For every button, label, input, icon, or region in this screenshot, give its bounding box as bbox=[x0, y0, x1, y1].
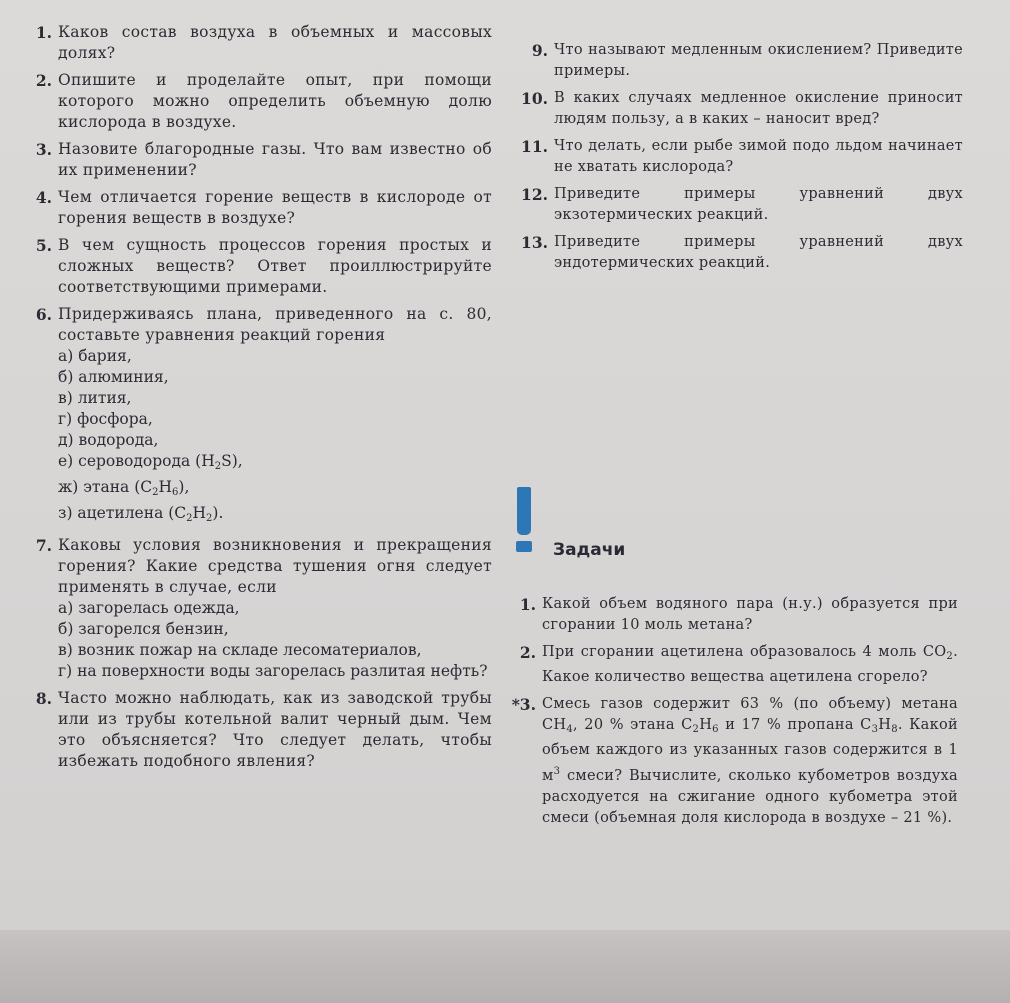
list-item: б) загорелся бензин, bbox=[58, 620, 229, 638]
question-text: Каковы условия возникновения и прекращения горения? Какие средства тушения огня следует применять в случае, если bbox=[58, 536, 492, 596]
task-number: *3. bbox=[511, 695, 536, 714]
left-column bbox=[22, 22, 492, 778]
question-number: 12. bbox=[521, 185, 548, 204]
question-7 bbox=[22, 535, 492, 682]
list-item: б) алюминия, bbox=[58, 368, 169, 386]
task-number: 1. bbox=[519, 595, 536, 614]
question-text: В чем сущность процессов горения простых и сложных веществ? Ответ проиллюстрируйте соответствующими примерами. bbox=[58, 236, 492, 296]
list-item: в) лития, bbox=[58, 389, 132, 407]
question-number: 9. bbox=[531, 41, 548, 60]
question-text: Каков состав воздуха в объемных и массовых долях? bbox=[58, 23, 492, 62]
tasks-heading: Задачи bbox=[553, 540, 626, 560]
question-number: 7. bbox=[35, 536, 52, 555]
question-text: Придерживаясь плана, приведенного на с. 80, составьте уравнения реакций горения bbox=[58, 305, 492, 344]
question-text: Приведите примеры уравнений двух экзотермических реакций. bbox=[554, 186, 963, 223]
question-text: Часто можно наблюдать, как из заводской трубы или из трубы котельной валит черный дым. Чем это объясняется? Что следует делать, чтобы избежать подобного явления? bbox=[58, 689, 492, 770]
question-9 bbox=[518, 40, 963, 82]
exclamation-icon bbox=[513, 487, 535, 557]
list-item: а) загорелась одежда, bbox=[58, 599, 240, 617]
tasks-column bbox=[506, 594, 958, 835]
question-10 bbox=[518, 88, 963, 130]
question-text: Опишите и проделайте опыт, при помощи которого можно определить объемную долю кислорода в воздухе. bbox=[58, 71, 492, 131]
question-number: 8. bbox=[35, 689, 52, 708]
task-number: 2. bbox=[519, 643, 536, 662]
question-text: Что делать, если рыбе зимой подо льдом начинает не хватать кислорода? bbox=[554, 138, 963, 175]
question-number: 6. bbox=[35, 305, 52, 324]
question-number: 1. bbox=[35, 23, 52, 42]
right-column bbox=[518, 40, 963, 280]
question-number: 13. bbox=[521, 233, 548, 252]
task-text: Какой объем водяного пара (н.у.) образуется при сгорании 10 моль метана? bbox=[542, 596, 958, 633]
task-2 bbox=[506, 642, 958, 688]
question-13 bbox=[518, 232, 963, 274]
question-text: Назовите благородные газы. Что вам известно об их применении? bbox=[58, 140, 492, 179]
list-item: д) водорода, bbox=[58, 431, 159, 449]
question-text: Что называют медленным окислением? Приведите примеры. bbox=[554, 42, 963, 79]
question-number: 3. bbox=[35, 140, 52, 159]
question-2 bbox=[22, 70, 492, 133]
page-bottom-edge bbox=[0, 930, 1010, 1003]
list-item-hydrogen-sulfide: е) сероводорода $(H_2S)$, bbox=[58, 452, 243, 472]
list-item: г) на поверхности воды загорелась разлитая нефть? bbox=[58, 662, 488, 680]
question-text: Приведите примеры уравнений двух эндотермических реакций. bbox=[554, 234, 963, 271]
question-1 bbox=[22, 22, 492, 64]
question-12 bbox=[518, 184, 963, 226]
question-6 bbox=[22, 304, 492, 529]
question-number: 10. bbox=[521, 89, 548, 108]
question-number: 11. bbox=[521, 137, 548, 156]
question-4 bbox=[22, 187, 492, 229]
list-item-ethane: ж) этана $(C_2H_6)$, bbox=[58, 478, 190, 498]
question-8 bbox=[22, 688, 492, 772]
question-number: 5. bbox=[35, 236, 52, 255]
task-3 bbox=[506, 694, 958, 829]
list-item-acetylene: з) ацетилена $(C_2H_2)$. bbox=[58, 504, 224, 524]
question-text: В каких случаях медленное окисление приносит людям пользу, а в каких – наносит вред? bbox=[554, 90, 963, 127]
question-11 bbox=[518, 136, 963, 178]
question-text: Чем отличается горение веществ в кислороде от горения веществ в воздухе? bbox=[58, 188, 492, 227]
task-1 bbox=[506, 594, 958, 636]
list-item: в) возник пожар на складе лесоматериалов, bbox=[58, 641, 422, 659]
list-item: а) бария, bbox=[58, 347, 132, 365]
task-text: Смесь газов содержит 63 % (по объему) метана $CH_4$, 20 % этана $C_2H_6$ и 17 % пропана $C_3H_8$. Какой объем каждого из указанных газов содержится в 1 $м^3$ смеси? Вычислите, сколько кубометров воздуха расходуется на сжигание одного кубометра этой смеси (объемная доля кислорода в воздухе – 21 %). bbox=[542, 696, 958, 826]
question-number: 4. bbox=[35, 188, 52, 207]
question-number: 2. bbox=[35, 71, 52, 90]
question-5 bbox=[22, 235, 492, 298]
question-3 bbox=[22, 139, 492, 181]
list-item: г) фосфора, bbox=[58, 410, 153, 428]
task-text: При сгорании ацетилена образовалось 4 моль $CO_2$. Какое количество вещества ацетилена сгорело? bbox=[542, 644, 958, 685]
